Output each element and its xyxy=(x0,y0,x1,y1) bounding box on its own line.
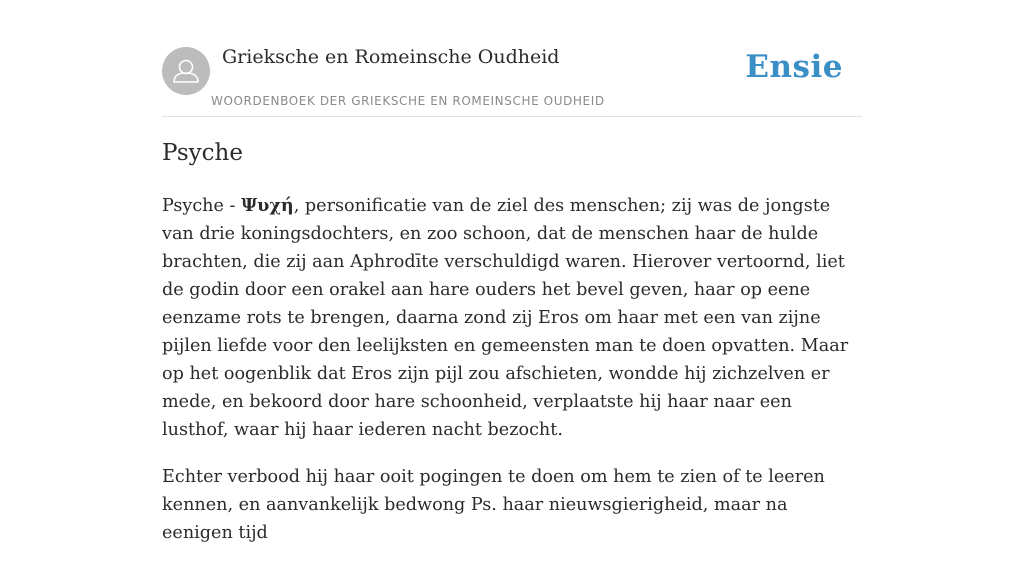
lemma-text: Psyche - xyxy=(162,196,242,216)
greek-term: Ψυχή xyxy=(241,195,294,216)
article-title: Psyche xyxy=(162,140,243,166)
paragraph-1-text: , personificatie van de ziel des menschen; zij was de jongste van drie koningsdochters, en zoo schoon, dat de menschen haar de hulde brachten, die zij aan Aphrodīte verschuldigd waren. Hierover vertoornd, liet de godin door een orakel aan hare ouders het bevel geven, haar op eene eenzame rots te brengen, daarna zond zij Eros om haar met een van zijne pijlen liefde voor den leelijksten en gemeensten man te doen opvatten. Maar op het oogenblik dat Eros zijn pijl zou afschieten, wondde hij zichzelven er mede, en bekoord door hare schoonheid, verplaatste hij haar naar een lusthof, waar hij haar iederen nacht bezocht. xyxy=(162,196,849,440)
avatar[interactable] xyxy=(162,47,210,95)
article-body xyxy=(162,192,862,566)
brand-logo[interactable]: Ensie xyxy=(745,49,843,85)
publication-title[interactable]: Grieksche en Romeinsche Oudheid xyxy=(222,46,560,68)
paragraph-2: Echter verbood hij haar ooit pogingen te doen om hem te zien of te leeren kennen, en aanvankelijk bedwong Ps. haar nieuwsgierigheid, maar na eenigen tijd xyxy=(162,467,825,543)
user-icon xyxy=(162,47,210,95)
paragraph-1 xyxy=(162,192,862,444)
publication-subtitle: WOORDENBOEK DER GRIEKSCHE EN ROMEINSCHE OUDHEID xyxy=(211,94,605,108)
header xyxy=(162,40,862,117)
